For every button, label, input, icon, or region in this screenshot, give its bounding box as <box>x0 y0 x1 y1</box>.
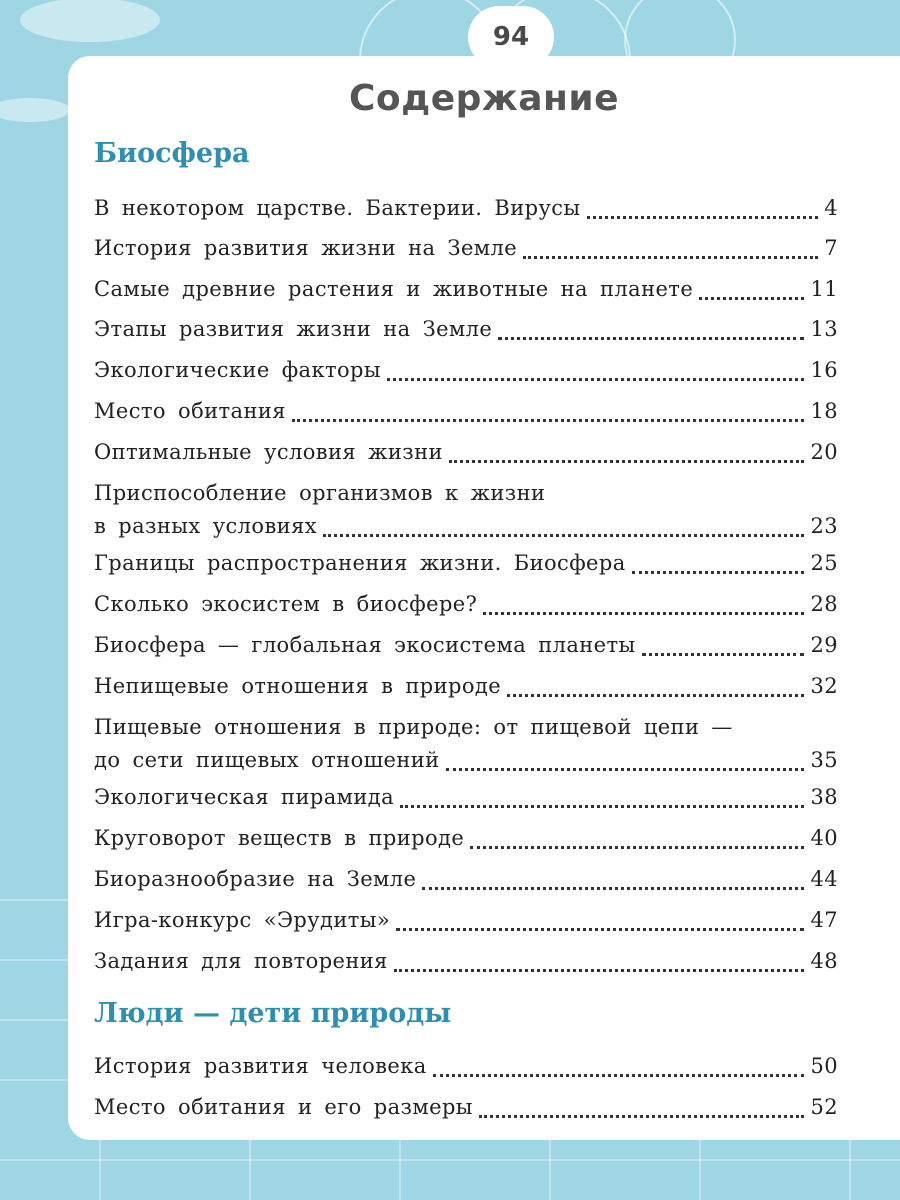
dot-leader <box>396 924 804 931</box>
toc-entry-title: История развития человека <box>94 1054 427 1078</box>
toc-entry[interactable] <box>94 781 838 814</box>
dot-leader <box>292 415 805 422</box>
toc-entry-page: 25 <box>810 551 838 575</box>
toc-entry[interactable] <box>94 711 838 777</box>
toc-entry-page: 35 <box>810 748 838 772</box>
toc-entry-page: 52 <box>810 1095 838 1119</box>
toc-entry-page: 4 <box>824 196 838 220</box>
dot-leader <box>587 212 819 219</box>
toc-entry-title: Самые древние растения и животные на планете <box>94 277 694 301</box>
toc-entry-title: Оптимальные условия жизни <box>94 440 443 464</box>
toc-entry-title-line1: Пищевые отношения в природе: от пищевой цепи — <box>94 715 733 739</box>
toc-entry[interactable] <box>94 945 838 978</box>
toc-entry-page: 23 <box>810 514 838 538</box>
toc-entry[interactable] <box>94 629 838 662</box>
toc-entry[interactable] <box>94 670 838 703</box>
toc-entry-title: Биосфера — глобальная экосистема планеты <box>94 633 636 657</box>
toc-entry-page: 47 <box>810 908 838 932</box>
toc-entry-title: Задания для повторения <box>94 949 388 973</box>
toc-entry-title: в разных условиях <box>94 514 317 538</box>
toc-entry[interactable] <box>94 588 838 621</box>
toc-entry[interactable] <box>94 477 838 543</box>
dot-leader <box>433 1070 805 1077</box>
section-heading-people: Люди — дети природы <box>94 998 452 1029</box>
toc-entry-title: Экологическая пирамида <box>94 785 394 809</box>
toc-entry-title: Сколько экосистем в биосфере? <box>94 592 478 616</box>
toc-entry-title: История развития жизни на Земле <box>94 236 518 260</box>
toc-entry[interactable] <box>94 354 838 387</box>
toc-entry[interactable] <box>94 1050 838 1083</box>
dot-leader <box>479 1111 805 1118</box>
toc-entry[interactable] <box>94 232 838 265</box>
toc-entry-title: В некотором царстве. Бактерии. Вирусы <box>94 196 581 220</box>
toc-entry[interactable] <box>94 863 838 896</box>
dot-leader <box>699 293 804 300</box>
dot-leader <box>422 883 804 890</box>
toc-entry[interactable] <box>94 395 838 428</box>
toc-entry[interactable] <box>94 436 838 469</box>
dot-leader <box>523 252 818 259</box>
toc-entry-page: 20 <box>810 440 838 464</box>
toc-entry-page: 18 <box>810 399 838 423</box>
toc-entry-page: 38 <box>810 785 838 809</box>
toc-entry-title: Биоразнообразие на Земле <box>94 867 417 891</box>
toc-entry-page: 7 <box>824 236 838 260</box>
toc-entry-page: 29 <box>810 633 838 657</box>
toc-entry-page: 40 <box>810 826 838 850</box>
toc-entry[interactable] <box>94 192 838 225</box>
dot-leader <box>632 567 805 574</box>
toc-entry-page: 16 <box>810 358 838 382</box>
toc-entry[interactable] <box>94 273 838 306</box>
dot-leader <box>449 456 805 463</box>
dot-leader <box>470 842 804 849</box>
toc-entry-title: Круговорот веществ в природе <box>94 826 465 850</box>
toc-entry-title-line1: Приспособление организмов к жизни <box>94 481 546 505</box>
toc-entry-page: 28 <box>810 592 838 616</box>
toc-entry[interactable] <box>94 547 838 580</box>
toc-entry-title: Границы распространения жизни. Биосфера <box>94 551 626 575</box>
page-number: 94 <box>468 6 554 68</box>
dot-leader <box>446 764 805 771</box>
section-heading-biosphere: Биосфера <box>94 138 250 169</box>
toc-entry-title: до сети пищевых отношений <box>94 748 440 772</box>
dot-leader <box>394 965 805 972</box>
dot-leader <box>483 608 804 615</box>
toc-entry-page: 50 <box>810 1054 838 1078</box>
toc-entry-page: 44 <box>810 867 838 891</box>
toc-entry[interactable] <box>94 822 838 855</box>
toc-entry[interactable] <box>94 313 838 346</box>
dot-leader <box>498 333 804 340</box>
toc-entry-title: Экологические факторы <box>94 358 382 382</box>
toc-entry-page: 48 <box>810 949 838 973</box>
dot-leader <box>323 530 805 537</box>
toc-entry-page: 32 <box>810 674 838 698</box>
toc-entry[interactable] <box>94 904 838 937</box>
toc-entry-title: Непищевые отношения в природе <box>94 674 502 698</box>
dot-leader <box>507 690 804 697</box>
toc-entry[interactable] <box>94 1091 838 1124</box>
toc-entry-title: Место обитания <box>94 399 286 423</box>
dot-leader <box>400 801 804 808</box>
dot-leader <box>642 649 805 656</box>
toc-entry-page: 13 <box>810 317 838 341</box>
toc-entry-title: Этапы развития жизни на Земле <box>94 317 493 341</box>
content-page <box>68 56 900 1140</box>
toc-entry-page: 11 <box>810 277 838 301</box>
dot-leader <box>387 374 804 381</box>
toc-entry-title: Место обитания и его размеры <box>94 1095 473 1119</box>
toc-entry-title: Игра-конкурс «Эрудиты» <box>94 908 391 932</box>
page-title: Содержание <box>348 78 620 119</box>
